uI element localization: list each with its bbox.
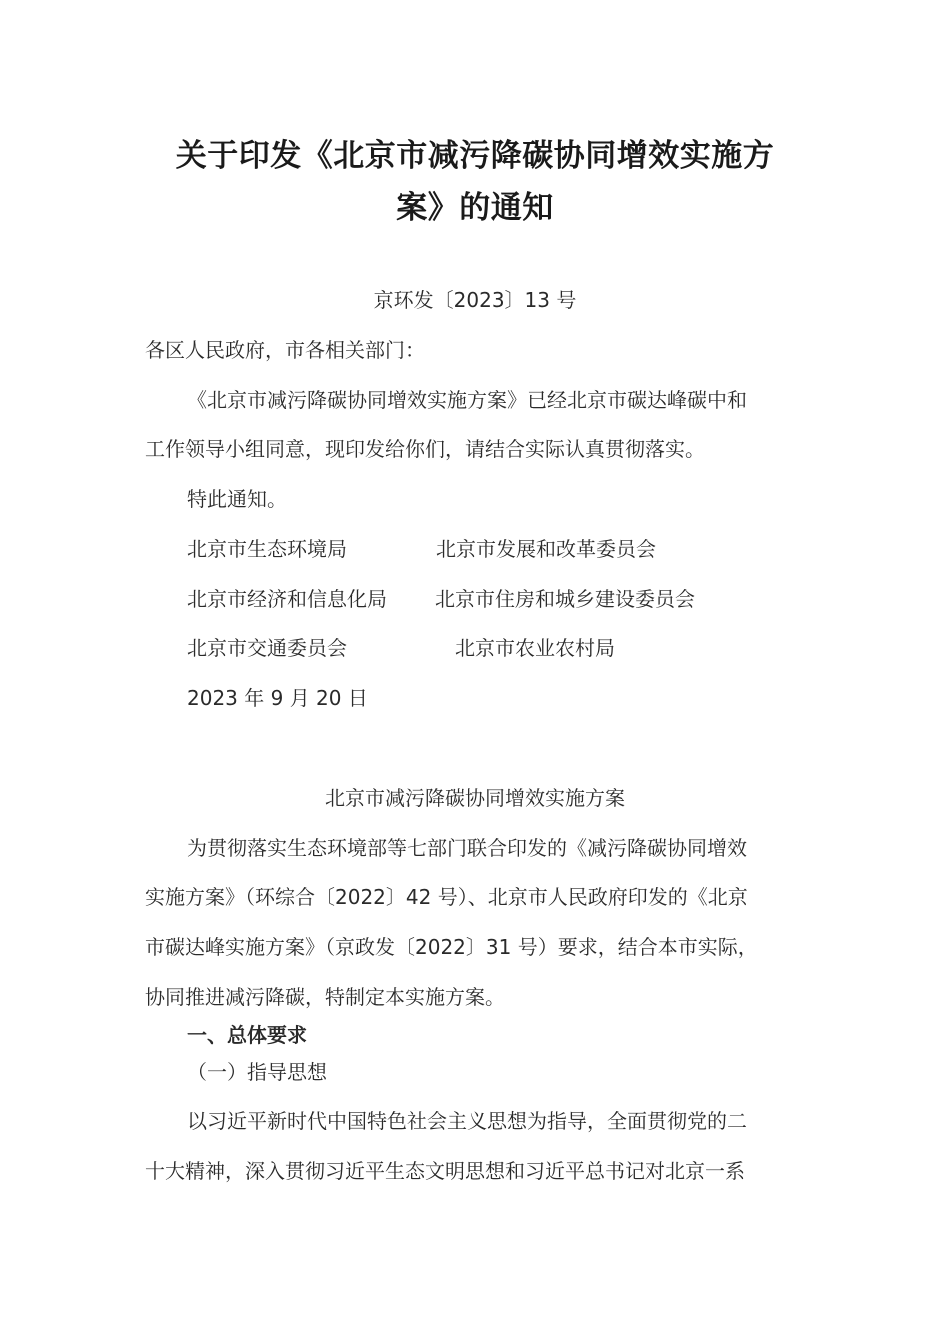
plan-intro-line-1: 为贯彻落实生态环境部等七部门联合印发的《减污降碳协同增效 (187, 836, 747, 860)
notice-title-line-2: 案》的通知 (396, 190, 554, 226)
document-number: 京环发〔2023〕13 号 (373, 288, 577, 312)
issuer-right-2: 北京市住房和城乡建设委员会 (435, 587, 695, 611)
section-heading-1: 一、总体要求 (187, 1023, 307, 1047)
plan-intro-line-2: 实施方案》（环综合〔2022〕42 号）、北京市人民政府印发的《北京 (145, 885, 748, 909)
plan-intro-line-4: 协同推进减污降碳，特制定本实施方案。 (145, 985, 505, 1009)
guiding-thought-line-1: 以习近平新时代中国特色社会主义思想为指导，全面贯彻党的二 (187, 1109, 747, 1133)
plan-title: 北京市减污降碳协同增效实施方案 (325, 786, 625, 810)
salutation: 各区人民政府，市各相关部门： (145, 338, 425, 362)
issuer-left-3: 北京市交通委员会 (187, 636, 347, 660)
issuer-left-2: 北京市经济和信息化局 (187, 587, 387, 611)
notice-title-line-1: 关于印发《北京市减污降碳协同增效实施方 (175, 138, 775, 174)
notice-body-line-1: 《北京市减污降碳协同增效实施方案》已经北京市碳达峰碳中和 (187, 388, 747, 412)
issuer-right-1: 北京市发展和改革委员会 (436, 537, 656, 561)
issuer-right-3: 北京市农业农村局 (455, 636, 615, 660)
plan-intro-line-3: 市碳达峰实施方案》（京政发〔2022〕31 号）要求，结合本市实际， (145, 935, 758, 959)
notice-body-line-2: 工作领导小组同意，现印发给你们，请结合实际认真贯彻落实。 (145, 437, 705, 461)
issuer-left-1: 北京市生态环境局 (187, 537, 347, 561)
issue-date: 2023 年 9 月 20 日 (187, 686, 368, 710)
notice-closing: 特此通知。 (187, 487, 287, 511)
subsection-heading-1: （一）指导思想 (187, 1060, 327, 1084)
guiding-thought-line-2: 十大精神，深入贯彻习近平生态文明思想和习近平总书记对北京一系 (145, 1159, 745, 1183)
